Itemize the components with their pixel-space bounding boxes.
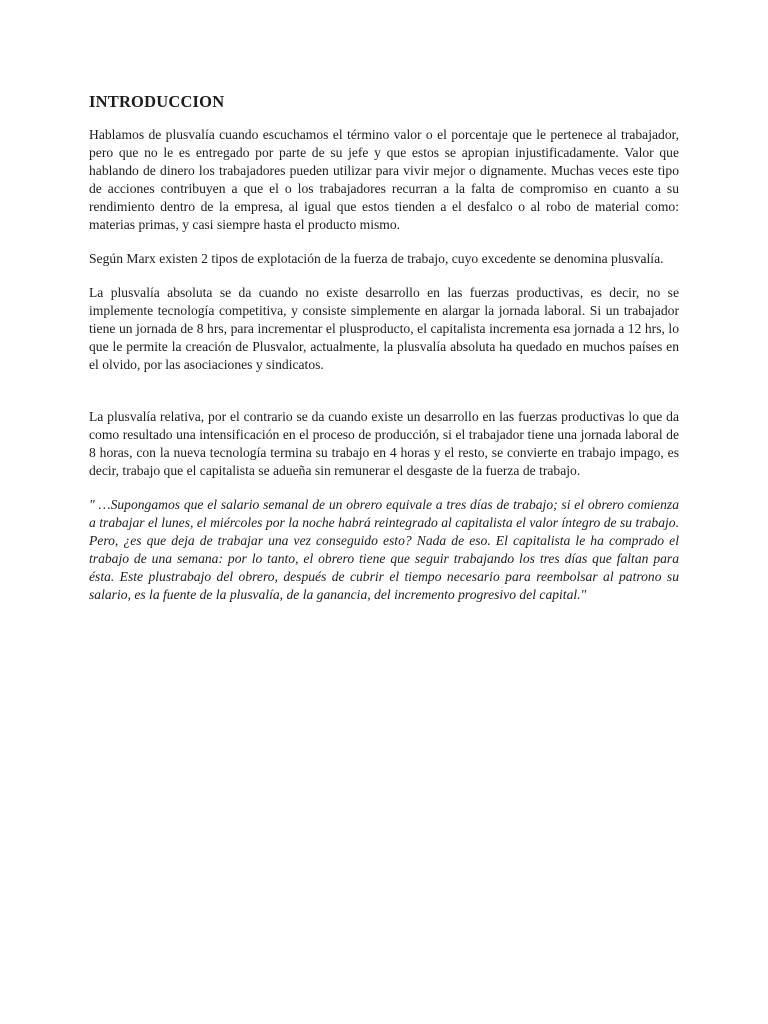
- marx-quote: " …Supongamos que el salario semanal de un obrero equivale a tres días de trabajo; si el obrero comienza a trabajar el lunes, el miércoles por la noche habrá reintegrado al capitalista el valor íntegro de su trabajo. Pero, ¿es que deja de trabajar una vez conseguido esto? Nada de eso. El capitalista le ha comprado el trabajo de una semana: por lo tanto, el obrero tiene que seguir trabajando los tres días que faltan para ésta. Este plustrabajo del obrero, después de cubrir el tiempo necesario para reembolsar al patrono su salario, es la fuente de la plusvalía, de la ganancia, del incremento progresivo del capital.": [89, 497, 679, 602]
- paragraph-introduction: Hablamos de plusvalía cuando escuchamos el término valor o el porcentaje que le pertenece al trabajador, pero que no le es entregado por parte de su jefe y que estos se apropian injustificadamente. Valor que hablando de dinero los trabajadores pueden utilizar para vivir mejor o dignamente. Muchas veces este tipo de acciones contribuyen a que el o los trabajadores recurran a la falta de compromiso en cuanto a su rendimiento dentro de la empresa, al igual que estos tienden a el desfalco o al robo de material como: materias primas, y casi siempre hasta el producto mismo.: [89, 127, 679, 232]
- paragraph-marx-types: Según Marx existen 2 tipos de explotación de la fuerza de trabajo, cuyo excedente se denomina plusvalía.: [89, 251, 664, 266]
- paragraph-relative-surplus: La plusvalía relativa, por el contrario se da cuando existe un desarrollo en las fuerzas productivas lo que da como resultado una intensificación en el proceso de producción, si el trabajador tiene una jornada laboral de 8 horas, con la nueva tecnología termina su trabajo en 4 horas y el resto, se convierte en trabajo impago, es decir, trabajo que el capitalista se adueña sin remunerar el desgaste de la fuerza de trabajo.: [89, 409, 679, 478]
- page-title: INTRODUCCION: [89, 92, 225, 111]
- document-page: [89, 92, 679, 620]
- paragraph-absolute-surplus: La plusvalía absoluta se da cuando no existe desarrollo en las fuerzas productivas, es decir, no se implemente tecnología competitiva, y consiste simplemente en alargar la jornada laboral. Si un trabajador tiene un jornada de 8 hrs, para incrementar el plusproducto, el capitalista incrementa esa jornada a 12 hrs, lo que le permite la creación de Plusvalor, actualmente, la plusvalía absoluta ha quedado en muchos países en el olvido, por las asociaciones y sindicatos.: [89, 285, 679, 372]
